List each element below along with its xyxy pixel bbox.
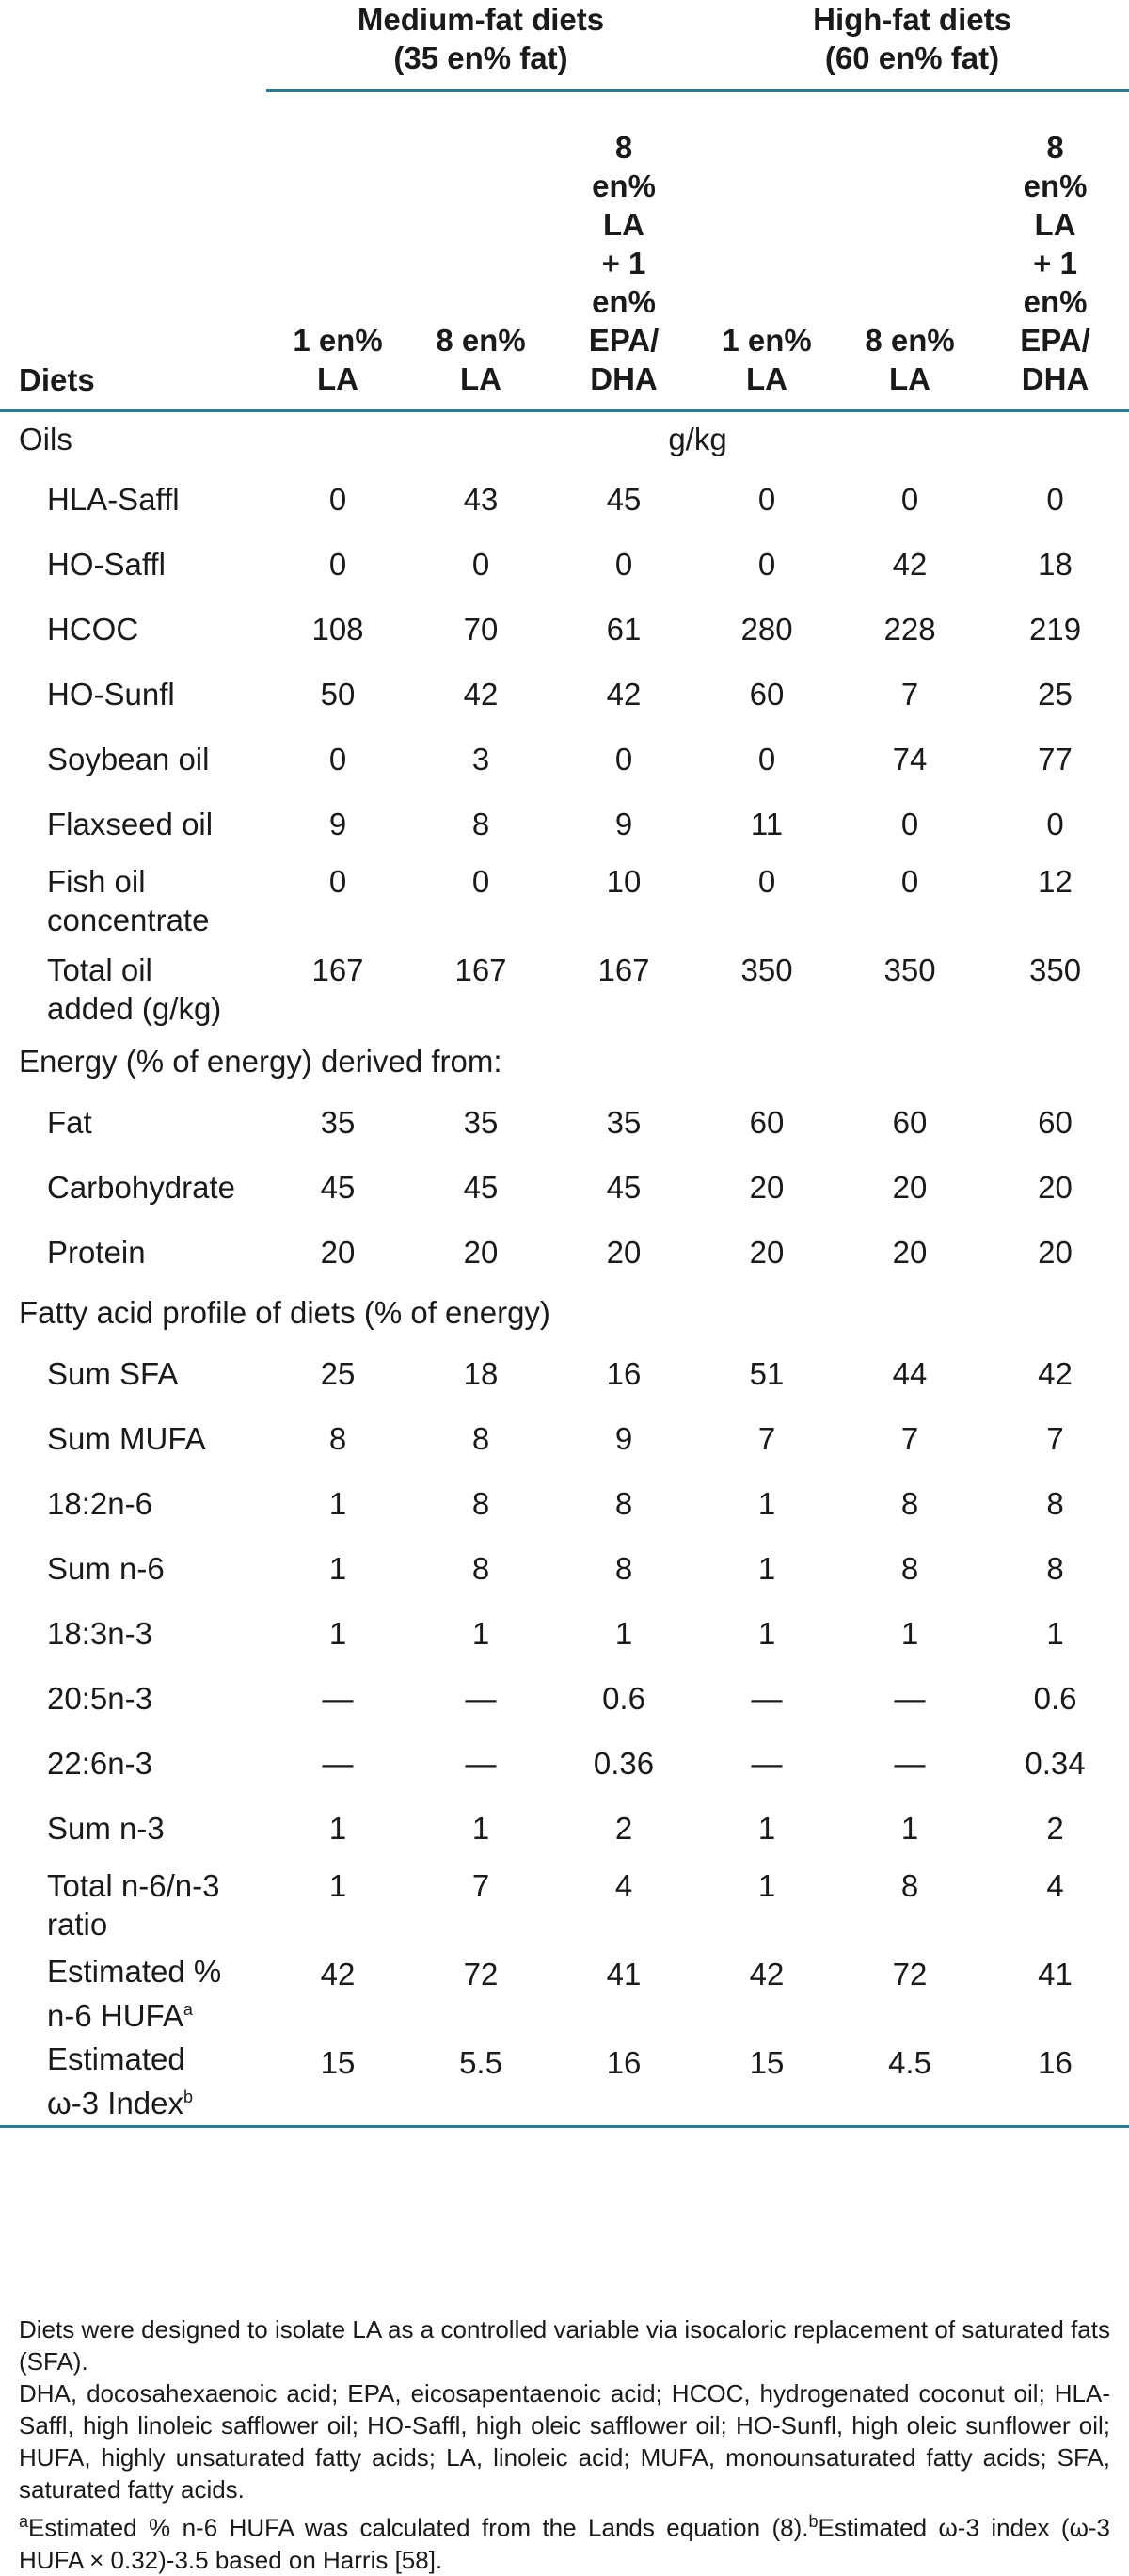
cell-value: 1 [614, 1615, 633, 1651]
table-row [0, 1731, 1129, 1796]
cell-value: 18 [1038, 546, 1073, 582]
cell-value: — [465, 1745, 497, 1781]
cell-value: 45 [320, 1169, 356, 1205]
cell-value: 0 [614, 741, 633, 776]
cell-value: 350 [883, 952, 936, 987]
cell-value: 350 [1029, 952, 1082, 987]
cell-value: 70 [463, 611, 499, 647]
table-header [0, 0, 1129, 410]
cell-value: 72 [463, 1957, 499, 1992]
cell-value: 42 [892, 546, 928, 582]
table-row [0, 597, 1129, 662]
cell-value: 1 [328, 1550, 347, 1586]
cell-value: 20 [1038, 1234, 1073, 1270]
cell-value: 1 [757, 1868, 776, 1903]
row-label: Flaxseed oil [47, 807, 214, 841]
row-label: Sum n-3 [47, 1811, 165, 1846]
section-row-fatty-acids [0, 1285, 1129, 1341]
cell-value: 8 [471, 1485, 490, 1521]
group-subtitle: (60 en% fat) [824, 40, 1000, 75]
cell-value: 2 [614, 1810, 633, 1846]
cell-value: 12 [1038, 864, 1073, 899]
section-label: Fatty acid profile of diets (% of energy) [19, 1295, 550, 1330]
cell-value: 0 [1046, 806, 1064, 841]
table-row [0, 1666, 1129, 1731]
cell-value: 8 [900, 1485, 919, 1521]
cell-value: 45 [606, 481, 642, 517]
cell-value: 45 [463, 1169, 499, 1205]
table-row [0, 1090, 1129, 1155]
row-label: Sum SFA [47, 1356, 179, 1391]
cell-value: 8 [471, 1550, 490, 1586]
cell-value: 2 [1046, 1810, 1064, 1846]
cell-value: 50 [320, 676, 356, 712]
cell-value: 0.34 [1025, 1745, 1086, 1781]
cell-value: 5.5 [409, 2038, 552, 2126]
cell-value: 9 [328, 806, 347, 841]
cell-value: 42 [320, 1957, 356, 1992]
cell-value: 1 [328, 1810, 347, 1846]
cell-value: — [465, 1680, 497, 1716]
table-row [0, 1601, 1129, 1666]
cell-value: 44 [892, 1355, 928, 1391]
cell-value: 167 [597, 952, 650, 987]
cell-value: 108 [311, 611, 364, 647]
section-unit: g/kg [668, 421, 727, 456]
cell-value: 1 [328, 1615, 347, 1651]
diet-column-header-3: 8 en% LA + 1 en% EPA/ DHA [552, 90, 695, 410]
cell-value: 61 [606, 611, 642, 647]
cell-value: 51 [749, 1355, 785, 1391]
cell-value: 8 [471, 1420, 490, 1456]
cell-value: 219 [1029, 611, 1082, 647]
cell-value: 1 [328, 1868, 347, 1903]
row-label: Fish oil concentrate [47, 864, 210, 937]
table-row [0, 1471, 1129, 1536]
cell-value: 20 [1038, 1169, 1073, 1205]
cell-value: 1 [900, 1810, 919, 1846]
cell-value: 280 [740, 611, 793, 647]
column-header-row [0, 90, 1129, 410]
table-row [0, 945, 1129, 1033]
table-row [0, 792, 1129, 856]
cell-value: 41 [1038, 1957, 1073, 1992]
cell-value: 20 [749, 1234, 785, 1270]
table-row [0, 1155, 1129, 1220]
cell-value: 35 [320, 1104, 356, 1140]
cell-value: 20 [749, 1169, 785, 1205]
cell-value: 35 [463, 1104, 499, 1140]
group-title: High-fat diets [813, 2, 1011, 37]
table-footnotes [19, 2313, 1110, 2576]
cell-value: 77 [1038, 741, 1073, 776]
cell-value: 60 [749, 1104, 785, 1140]
cell-value: 8 [900, 1868, 919, 1903]
cell-value: 16 [981, 2038, 1129, 2126]
footnote-marker: a [183, 2000, 193, 2019]
table-row [0, 1341, 1129, 1406]
row-label: HO-Sunfl [47, 677, 175, 712]
cell-value: 4.5 [838, 2038, 981, 2126]
table-row [0, 467, 1129, 532]
cell-value: 0 [471, 546, 490, 582]
cell-value: 43 [463, 481, 499, 517]
table-row [0, 1796, 1129, 1861]
table-row [0, 856, 1129, 945]
cell-value: 16 [606, 1355, 642, 1391]
cell-value: 9 [614, 806, 633, 841]
cell-value: 228 [883, 611, 936, 647]
cell-value: 8 [471, 806, 490, 841]
cell-value: 1 [757, 1550, 776, 1586]
cell-value: 1 [471, 1810, 490, 1846]
table-row [0, 1861, 1129, 1949]
cell-value: 0 [471, 864, 490, 899]
group-title: Medium-fat diets [357, 2, 605, 37]
cell-value: 72 [892, 1957, 928, 1992]
cell-value: 20 [892, 1169, 928, 1205]
row-label: Soybean oil [47, 742, 210, 776]
cell-value: 0 [757, 481, 776, 517]
cell-value: 1 [328, 1485, 347, 1521]
row-label: Sum MUFA [47, 1421, 206, 1456]
table-body [0, 410, 1129, 2126]
cell-value: 20 [892, 1234, 928, 1270]
cell-value: 8 [614, 1550, 633, 1586]
row-label: Estimated % n-6 HUFA$^a$ [47, 1954, 222, 2033]
table-row [0, 1220, 1129, 1285]
cell-value: — [322, 1680, 354, 1716]
table-row [0, 727, 1129, 792]
footnote-abbreviations: DHA, docosahexaenoic acid; EPA, eicosapentaenoic acid; HCOC, hydrogenated coconut oil; HLA-Saffl, high linoleic safflower oil; HO-Saffl, high oleic safflower oil; HO-Sunfl, high oleic sunflower oil; HUFA, highly unsaturated fatty acids; LA, linoleic acid; MUFA, monounsaturated fatty acids; SFA, saturated fatty acids. [19, 2379, 1110, 2504]
cell-value: 35 [606, 1104, 642, 1140]
footnote-design: Diets were designed to isolate LA as a controlled variable via isocaloric replacement of saturated fats (SFA). [19, 2315, 1110, 2376]
row-label: Total n-6/n-3 ratio [47, 1868, 220, 1942]
table-row [0, 662, 1129, 727]
table-row [0, 1536, 1129, 1601]
row-label: Estimated ω-3 Index$^b$ [0, 2038, 266, 2126]
cell-value: 15 [266, 2038, 409, 2126]
group-header-1 [266, 0, 695, 90]
cell-value: 25 [1038, 676, 1073, 712]
cell-value: — [322, 1745, 354, 1781]
cell-value: 7 [757, 1420, 776, 1456]
cell-value: 0 [328, 864, 347, 899]
cell-value: 20 [606, 1234, 642, 1270]
cell-value: 4 [1046, 1868, 1064, 1903]
cell-value: 15 [695, 2038, 838, 2126]
row-label: HCOC [47, 612, 139, 647]
group-subtitle: (35 en% fat) [393, 40, 568, 75]
table-row [0, 1949, 1129, 2038]
cell-value: 42 [606, 676, 642, 712]
cell-value: 60 [892, 1104, 928, 1140]
section-label: Energy (% of energy) derived from: [19, 1044, 502, 1079]
cell-value: 1 [757, 1615, 776, 1651]
header-blank-cell [0, 0, 266, 90]
cell-value: 60 [749, 676, 785, 712]
cell-value: 0 [900, 806, 919, 841]
diet-column-header-6: 8 en% LA + 1 en% EPA/ DHA [981, 90, 1129, 410]
cell-value: 0 [757, 741, 776, 776]
footnote-estimates: $^a$Estimated % n-6 HUFA was calculated from the Lands equation (8).$^b$Estimated ω-3 index (ω-3 HUFA × 0.32)-3.5 based on Harris [58]. [19, 2512, 1110, 2574]
cell-value: 9 [614, 1420, 633, 1456]
row-label: HLA-Saffl [47, 482, 180, 517]
cell-value: 0 [757, 864, 776, 899]
row-label: 20:5n-3 [47, 1681, 152, 1716]
cell-value: 74 [892, 741, 928, 776]
cell-value: 20 [320, 1234, 356, 1270]
cell-value: 1 [471, 1615, 490, 1651]
section-label: Oils [19, 421, 72, 456]
cell-value: 7 [900, 676, 919, 712]
diet-column-header-2: 8 en% LA [409, 90, 552, 410]
cell-value: 0.6 [1033, 1680, 1077, 1716]
cell-value: — [751, 1745, 783, 1781]
cell-value: 4 [614, 1868, 633, 1903]
row-label: Fat [47, 1105, 92, 1140]
section-row-energy [0, 1033, 1129, 1090]
cell-value: 16 [552, 2038, 695, 2126]
cell-value: 25 [320, 1355, 356, 1391]
section-row-oils [0, 410, 1129, 467]
cell-value: 167 [454, 952, 507, 987]
cell-value: 8 [328, 1420, 347, 1456]
cell-value: 0 [900, 864, 919, 899]
cell-value: 0 [328, 546, 347, 582]
cell-value: 11 [750, 806, 784, 841]
cell-value: 0.6 [602, 1680, 645, 1716]
cell-value: — [894, 1680, 926, 1716]
group-header-row [0, 0, 1129, 90]
row-label: Carbohydrate [47, 1170, 235, 1205]
cell-value: 1 [1046, 1615, 1064, 1651]
cell-value: 1 [900, 1615, 919, 1651]
cell-value: 8 [1046, 1485, 1064, 1521]
table-row [0, 532, 1129, 597]
cell-value: — [751, 1680, 783, 1716]
cell-value: 3 [471, 741, 490, 776]
row-label: HO-Saffl [47, 547, 166, 582]
cell-value: 0 [328, 741, 347, 776]
cell-value: 8 [1046, 1550, 1064, 1586]
cell-value: — [894, 1745, 926, 1781]
row-label: Protein [47, 1235, 146, 1270]
cell-value: 18 [463, 1355, 499, 1391]
cell-value: 0.36 [593, 1745, 655, 1781]
cell-value: 42 [463, 676, 499, 712]
row-label: 18:2n-6 [47, 1486, 152, 1521]
cell-value: 0 [1046, 481, 1064, 517]
cell-value: 10 [606, 864, 642, 899]
row-label: 18:3n-3 [47, 1616, 152, 1651]
cell-value: 45 [606, 1169, 642, 1205]
cell-value: 7 [1046, 1420, 1064, 1456]
table-row [0, 2038, 1129, 2126]
cell-value: 0 [328, 481, 347, 517]
cell-value: 8 [614, 1485, 633, 1521]
cell-value: 42 [1038, 1355, 1073, 1391]
cell-value: 1 [757, 1485, 776, 1521]
cell-value: 0 [757, 546, 776, 582]
cell-value: 1 [757, 1810, 776, 1846]
row-label: 22:6n-3 [47, 1746, 152, 1781]
row-label: Sum n-6 [47, 1551, 165, 1586]
cell-value: 350 [740, 952, 793, 987]
diet-column-header-5: 8 en% LA [838, 90, 981, 410]
cell-value: 7 [471, 1868, 490, 1903]
table-row [0, 1406, 1129, 1471]
cell-value: 7 [900, 1420, 919, 1456]
cell-value: 0 [900, 481, 919, 517]
diet-column-header-4: 1 en% LA [695, 90, 838, 410]
cell-value: 60 [1038, 1104, 1073, 1140]
row-label: Total oil added (g/kg) [47, 952, 222, 1026]
group-header-2 [695, 0, 1129, 90]
cell-value: 167 [311, 952, 364, 987]
cell-value: 0 [614, 546, 633, 582]
footnote-marker: b [183, 2088, 194, 2107]
diets-column-header: Diets [0, 90, 266, 410]
cell-value: 42 [749, 1957, 785, 1992]
cell-value: 41 [606, 1957, 642, 1992]
cell-value: 8 [900, 1550, 919, 1586]
cell-value: 20 [463, 1234, 499, 1270]
diet-column-header-1: 1 en% LA [266, 90, 409, 410]
